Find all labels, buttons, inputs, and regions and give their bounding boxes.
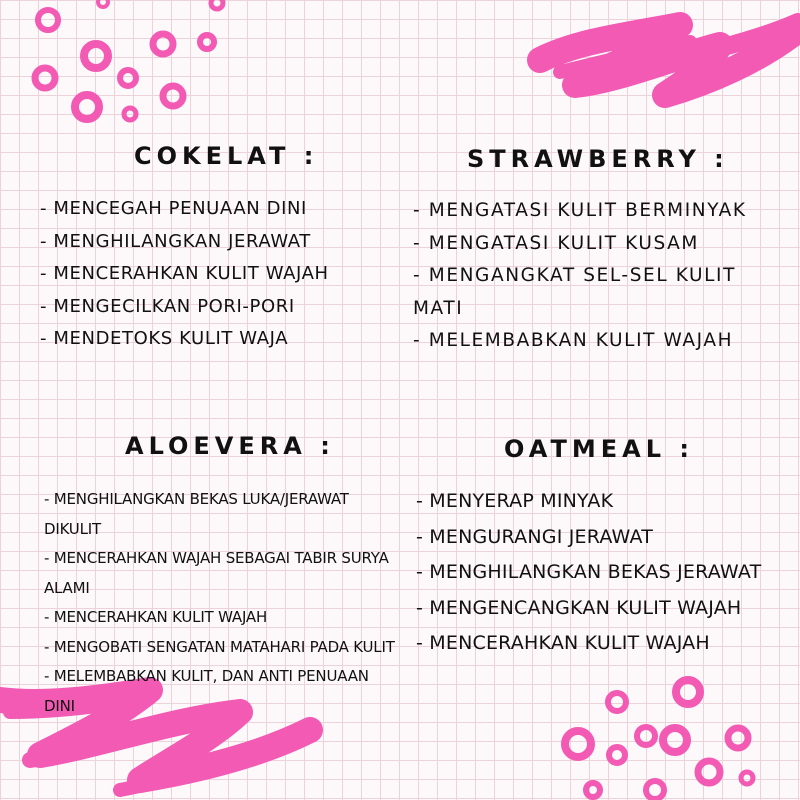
top-right-brush-stroke <box>540 22 798 95</box>
list-item: - MENGHILANGKAN BEKAS JERAWAT <box>416 561 762 583</box>
list-strawberry <box>413 195 785 358</box>
list-item: ALAMI <box>44 578 90 597</box>
list-aloevera <box>44 485 419 721</box>
list-item: DIKULIT <box>44 519 101 538</box>
bottom-right-dots-decoration <box>565 680 753 799</box>
list-item: - MENCERAHKAN KULIT WAJAH <box>416 632 710 654</box>
list-item: - MENCEGAH PENUAAN DINI <box>40 198 307 219</box>
heading-aloevera: ALOEVERA : <box>125 432 335 460</box>
list-item: DINI <box>44 696 75 715</box>
list-item: - MENGHILANGKAN JERAWAT <box>40 230 311 252</box>
list-cokelat <box>40 193 380 356</box>
list-item: - MENCERAHKAN KULIT WAJAH <box>44 608 268 626</box>
list-item: MATI <box>413 297 464 319</box>
list-item: - MENGURANGI JERAWAT <box>416 525 654 548</box>
list-item: - MENGHILANGKAN BEKAS LUKA/JERAWAT <box>44 490 349 508</box>
list-oatmeal <box>416 484 791 662</box>
list-item: - MENGENCANGKAN KULIT WAJAH <box>416 596 742 619</box>
list-item: - MELEMBABKAN KULIT, DAN ANTI PENUAAN <box>44 667 369 685</box>
list-item: - MENGANGKAT SEL-SEL KULIT <box>413 265 736 286</box>
list-item: - MELEMBABKAN KULIT WAJAH <box>413 330 734 351</box>
list-item: - MENGATASI KULIT KUSAM <box>413 232 699 254</box>
list-item: - MENGOBATI SENGATAN MATAHARI PADA KULIT <box>44 637 395 656</box>
list-item: - MENGECILKAN PORI-PORI <box>40 295 295 317</box>
heading-strawberry: STRAWBERRY : <box>467 145 729 173</box>
list-item: - MENGATASI KULIT BERMINYAK <box>413 200 747 221</box>
heading-oatmeal: OATMEAL : <box>504 435 694 463</box>
list-item: - MENYERAP MINYAK <box>416 490 614 512</box>
top-left-dots-decoration <box>35 0 223 120</box>
list-item: - MENCERAHKAN WAJAH SEBAGAI TABIR SURYA <box>44 549 389 567</box>
heading-cokelat: COKELAT : <box>134 142 319 170</box>
list-item: - MENDETOKS KULIT WAJA <box>40 328 289 349</box>
list-item: - MENCERAHKAN KULIT WAJAH <box>40 263 329 284</box>
